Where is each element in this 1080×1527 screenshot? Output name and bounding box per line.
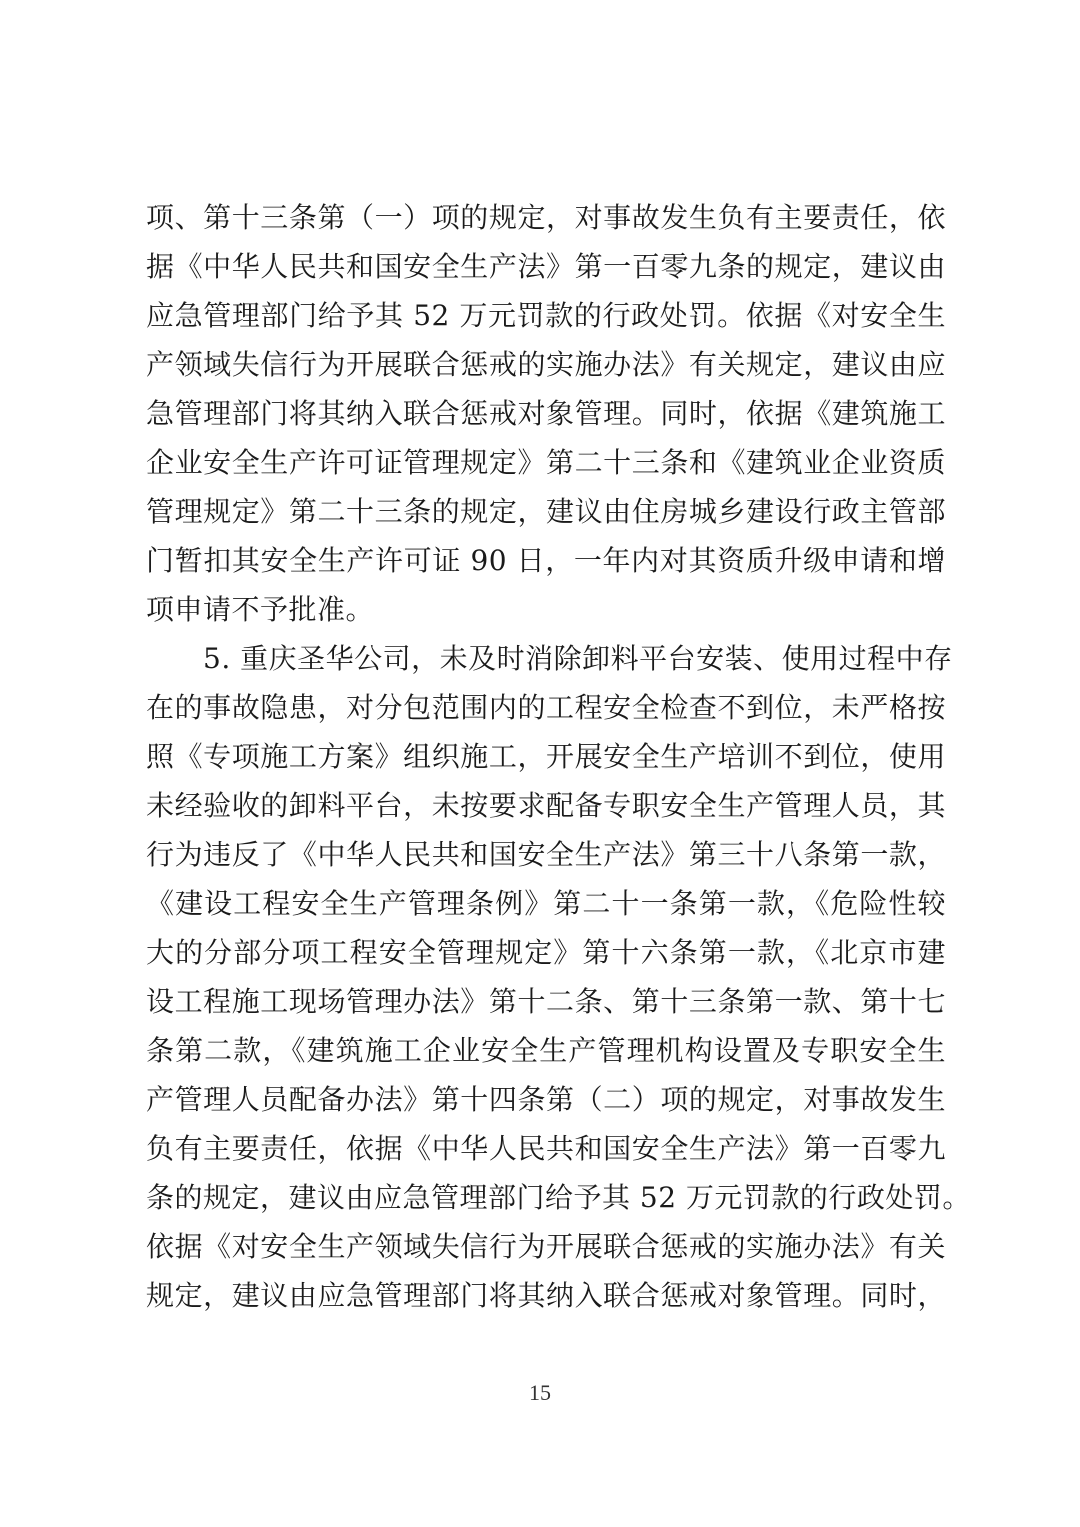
text-line: 照《专项施工方案》组织施工，开展安全生产培训不到位，使用	[146, 740, 946, 773]
text-line: 5. 重庆圣华公司，未及时消除卸料平台安装、使用过程中存	[146, 642, 953, 675]
text-line: 管理规定》第二十三条的规定，建议由住房城乡建设行政主管部	[146, 495, 946, 528]
text-line: 负有主要责任，依据《中华人民共和国安全生产法》第一百零九	[146, 1132, 946, 1165]
text-line: 项、第十三条第（一）项的规定，对事故发生负有主要责任，依	[146, 201, 946, 234]
text-line: 大的分部分项工程安全管理规定》第十六条第一款，《北京市建	[146, 936, 946, 969]
text-line: 规定，建议由应急管理部门将其纳入联合惩戒对象管理。同时，	[146, 1279, 946, 1312]
text-line: 行为违反了《中华人民共和国安全生产法》第三十八条第一款，	[146, 838, 946, 871]
text-line: 依据《对安全生产领域失信行为开展联合惩戒的实施办法》有关	[146, 1230, 946, 1263]
text-line: 《建设工程安全生产管理条例》第二十一条第一款，《危险性较	[146, 887, 946, 920]
text-line: 未经验收的卸料平台，未按要求配备专职安全生产管理人员，其	[146, 789, 946, 822]
text-line: 项申请不予批准。	[146, 593, 375, 626]
text-line: 条第二款，《建筑施工企业安全生产管理机构设置及专职安全生	[146, 1034, 946, 1067]
text-line: 企业安全生产许可证管理规定》第二十三条和《建筑业企业资质	[146, 446, 946, 479]
text-line: 产领域失信行为开展联合惩戒的实施办法》有关规定，建议由应	[146, 348, 946, 381]
text-line: 产管理人员配备办法》第十四条第（二）项的规定，对事故发生	[146, 1083, 946, 1116]
text-line: 条的规定，建议由应急管理部门给予其 52 万元罚款的行政处罚。	[146, 1181, 971, 1214]
text-line: 在的事故隐患，对分包范围内的工程安全检查不到位，未严格按	[146, 691, 946, 724]
text-line: 应急管理部门给予其 52 万元罚款的行政处罚。依据《对安全生	[146, 299, 946, 332]
text-line: 急管理部门将其纳入联合惩戒对象管理。同时，依据《建筑施工	[146, 397, 946, 430]
text-line: 设工程施工现场管理办法》第十二条、第十三条第一款、第十七	[146, 985, 946, 1018]
text-line: 门暂扣其安全生产许可证 90 日，一年内对其资质升级申请和增	[146, 544, 946, 577]
body-text	[146, 193, 971, 1320]
text-line: 据《中华人民共和国安全生产法》第一百零九条的规定，建议由	[146, 250, 946, 283]
page-number: 15	[529, 1380, 551, 1405]
